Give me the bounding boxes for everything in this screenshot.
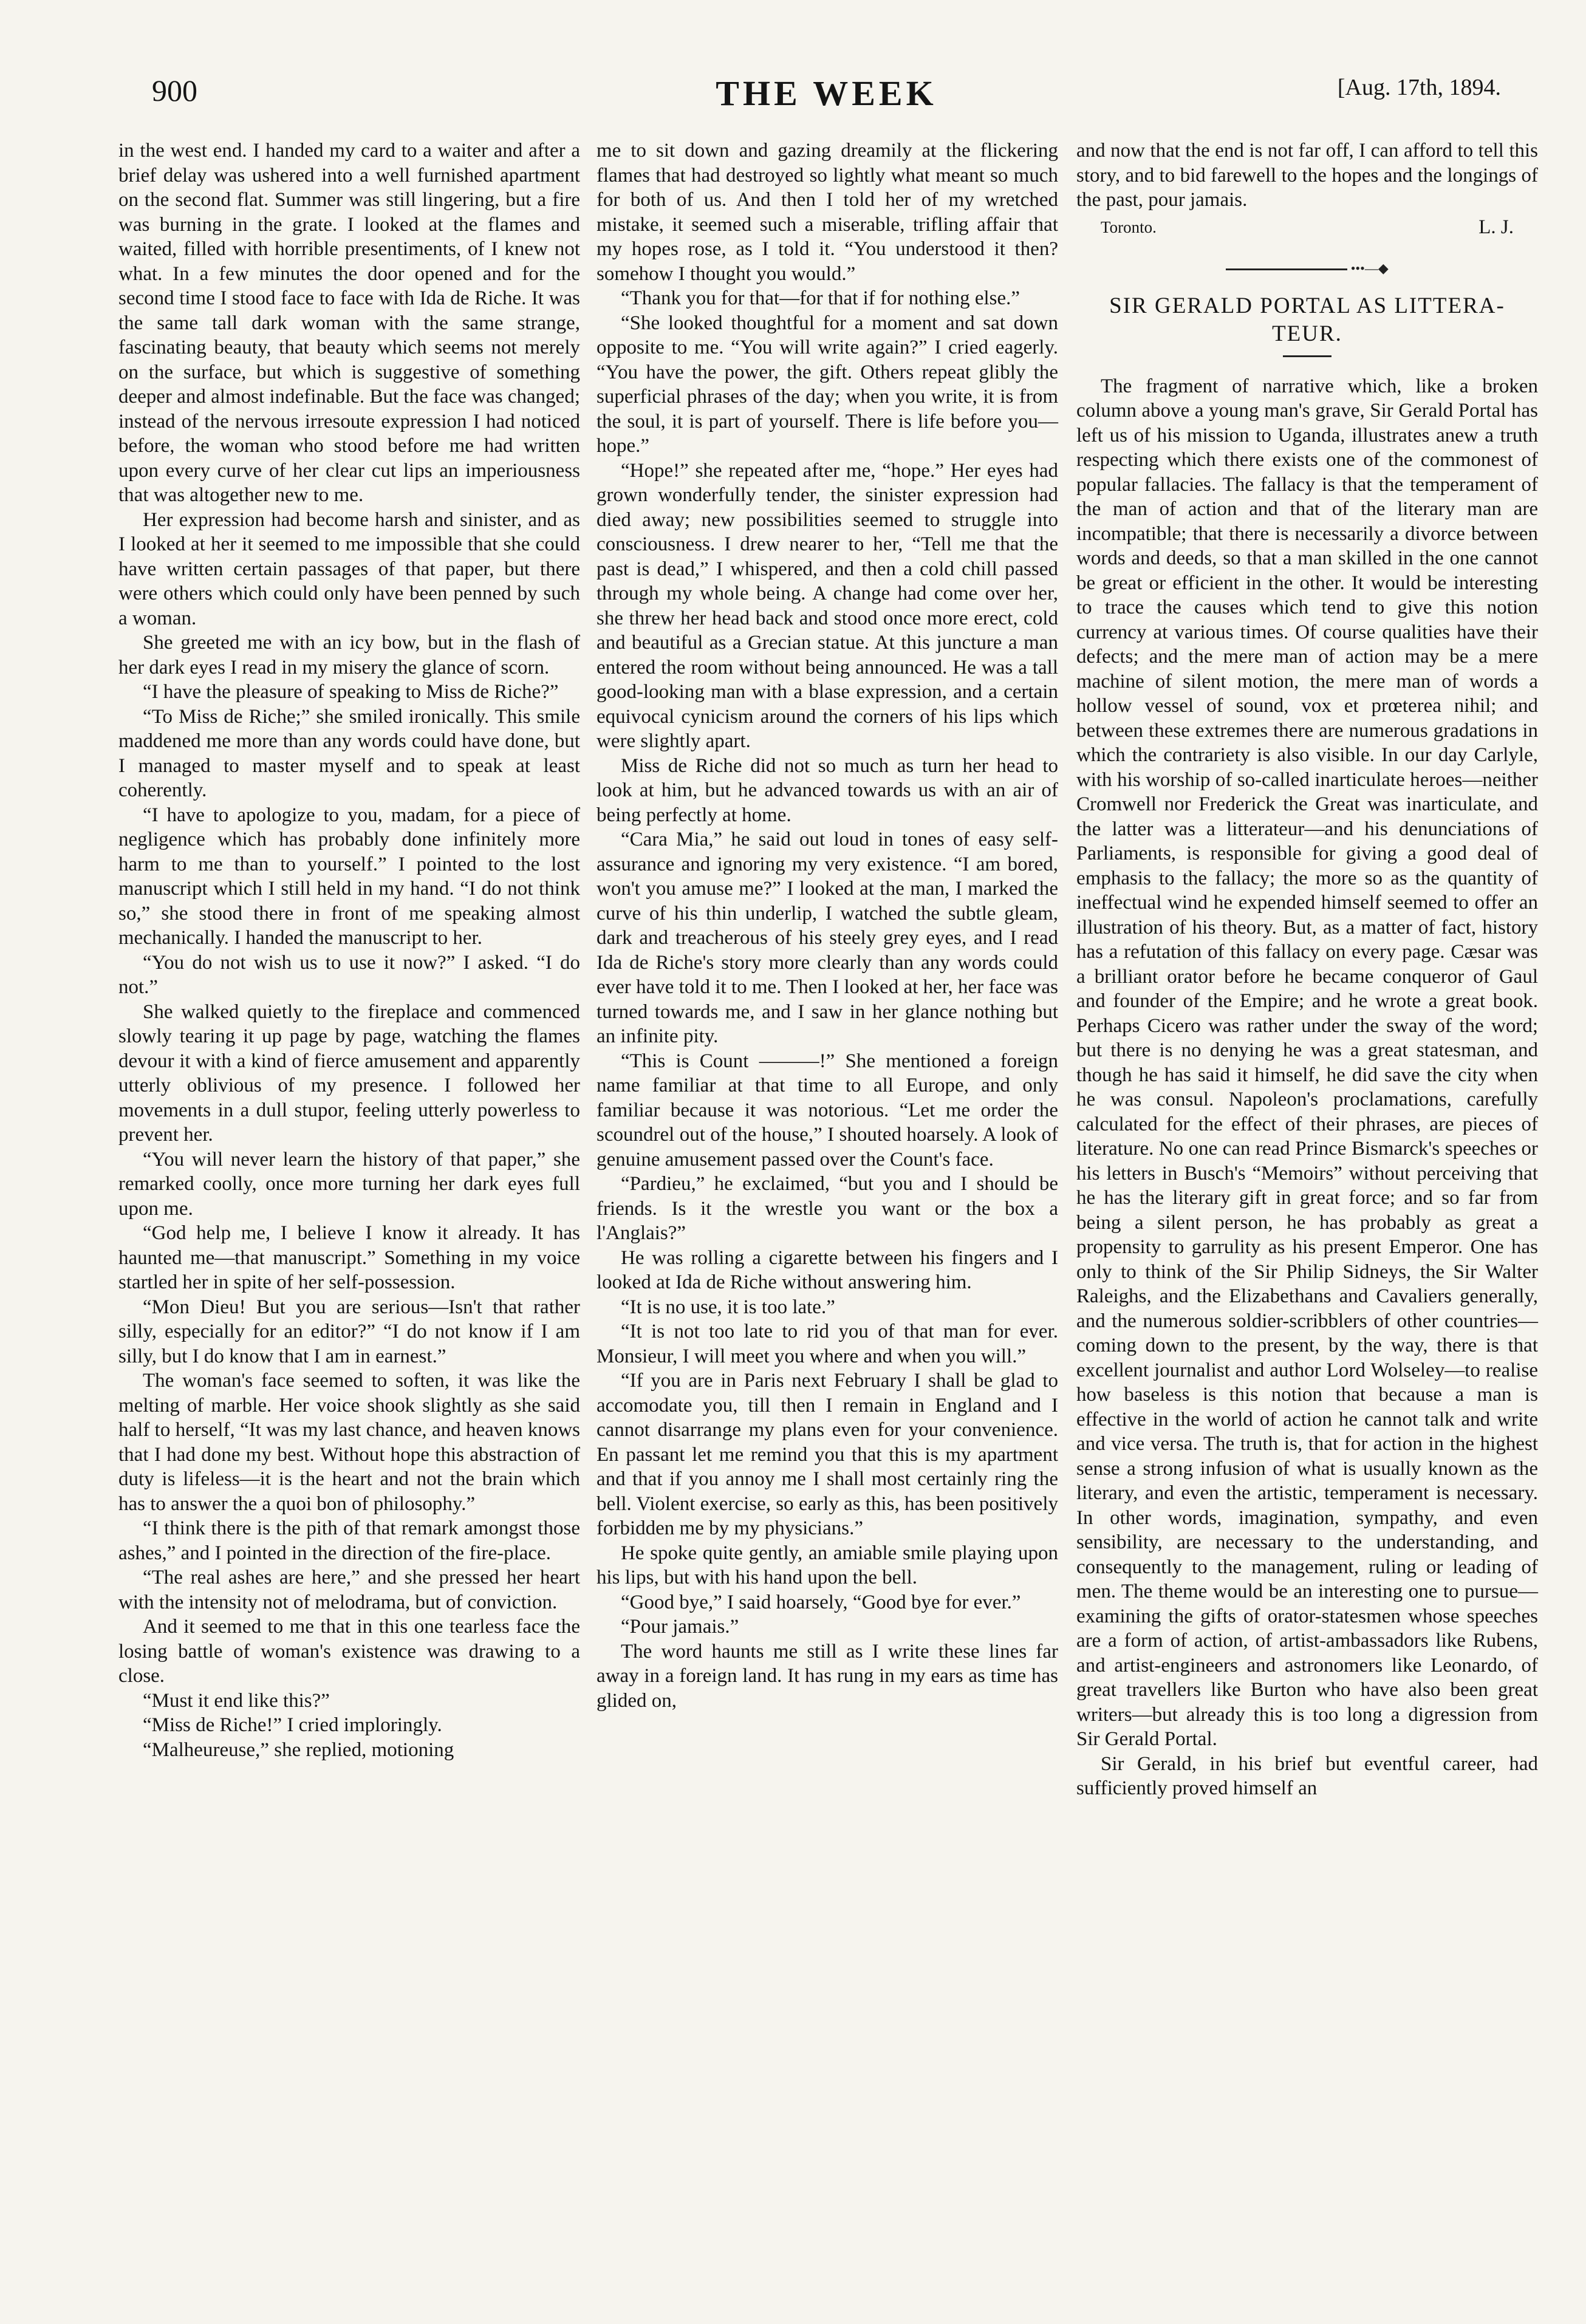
paragraph: “God help me, I believe I know it already. It has haunted me—that manuscript.” Something in my voice startled her in spite of her self-possession. <box>118 1222 580 1293</box>
paragraph: “It is not too late to rid you of that man for ever. Monsieur, I will meet you where and when you will.” <box>596 1321 1058 1367</box>
issue-date: [Aug. 17th, 1894. <box>1337 75 1501 100</box>
article-title-line-2: TEUR. <box>1272 321 1342 346</box>
paragraph: “Good bye,” I said hoarsely, “Good bye for ever.” <box>621 1591 1021 1613</box>
paragraph: “Malheureuse,” she replied, motioning <box>143 1738 454 1761</box>
column-3 <box>1076 138 1538 1801</box>
paragraph: in the west end. I handed my card to a waiter and after a brief delay was ushered into a well furnished apartment on the second flat. Summer was still lingering, but a fire was burning in the grate. I looked at the flames and waited, filled with horrible presentiments, of I knew not what. In a few minutes the door opened and for the second time I stood face to face with Ida de Riche. It was the same tall dark woman with the same strange, fascinating beauty, that beauty which seems not merely on the surface, but which is suggestive of something deeper and almost indefinable. But the face was changed; instead of the nervous irresoute expression I had noticed before, the woman who stood before me had written upon every curve of her clear cut lips an imperiousness that was altogether new to me. <box>118 140 580 506</box>
paragraph: “Thank you for that—for that if for nothing else.” <box>621 287 1020 309</box>
column-1 <box>118 138 580 1762</box>
signature-initials: L. J. <box>1478 216 1514 238</box>
paragraph: She greeted me with an icy bow, but in the flash of her dark eyes I read in my misery the glance of scorn. <box>118 632 580 678</box>
paragraph: “Pour jamais.” <box>621 1616 739 1638</box>
section-ornament <box>1076 256 1538 281</box>
story-signature <box>1076 215 1538 240</box>
paragraph: “Miss de Riche!” I cried imploringly. <box>143 1714 442 1736</box>
paragraph: Her expression had become harsh and sinister, and as I looked at her it seemed to me impossible that she could have written certain passages of that paper, but there were others which could only have been penned by such a woman. <box>118 508 580 629</box>
paragraph: “To Miss de Riche;” she smiled ironically. This smile maddened me more than any words could have done, but I managed to master myself and to speak at least coherently. <box>118 705 580 801</box>
paragraph: “This is Count ———!” She mentioned a foreign name familiar at that time to all Europe, and only familiar because it was notorious. “Let me order the scoundrel out of the house,” I shouted hoarsely. A look of genuine amusement passed over the Count's face. <box>596 1050 1058 1171</box>
ornament-glyph: •••—◆ <box>1350 261 1389 276</box>
page-header <box>152 73 1501 121</box>
page-number: 900 <box>152 73 197 108</box>
paragraph: “You do not wish us to use it now?” I asked. “I do not.” <box>118 951 580 998</box>
paragraph: “If you are in Paris next February I shall be glad to accomodate you, till then I remain in England and I cannot disarrange my plans even for your convenience. En passant let me remind you that this is my apartment and that if you annoy me I shall most certainly ring the bell. Violent exercise, so early as this, has been positively forbidden me by my physicians.” <box>596 1370 1058 1539</box>
paragraph: The fragment of narrative which, like a broken column above a young man's grave, Sir Gerald Portal has left us of his mission to Uganda, illustrates anew a truth respecting which there exists one of the commonest of popular fallacies. The fallacy is that the temperament of the man of action and that of the literary man are incompatible; that there is necessarily a divorce between words and deeds, so that a man skilled in the one cannot be great or efficient in the other. It would be interesting to trace the causes which tend to give this notion currency at various times. Of course qualities have their defects; and the mere man of action may be a mere machine of silent motion, the mere man of words a hollow vessel of sound, vox et prœterea nihil; and between these extremes there are numerous gradations in which the contrariety is also visible. In our day Carlyle, with his worship of so-called inarticulate heroes—neither Cromwell nor Frederick the Great was inarticulate, and the latter was a litterateur—and his denunciations of Parliaments, is responsible for giving a good deal of emphasis to the fallacy; the more so as the quantity of ineffectual wind he expended himself seemed to offer an illustration of his theory. But, as a matter of fact, history has a refutation of this fallacy on every page. Cæsar was a brilliant orator before he became conqueror of Gaul and founder of the Empire; and he wrote a great book. Perhaps Cicero was rather under the sway of the word; but there is no denying he was a great statesman, and though he has said it himself, he did save the city when he was consul. Napoleon's proclamations, carefully calculated for the effect of their phrases, are pieces of literature. No one can read Prince Bismarck's speeches or his letters in Busch's “Memoirs” without perceiving that he has the literary gift in great force; and so far from being a silent person, he has probably as great a propensity to garrulity as his present Emperor. One has only to think of the Sir Philip Sidneys, the Sir Walter Raleighs, and the Elizabethans and Cavaliers generally, and the numerous soldier-scribblers of other countries—coming down to the present, by the way, there is that excellent journalist and author Lord Wolseley—to realise how baseless is this notion that because a man is effective in the world of action he cannot talk and write and vice versa. The truth is, that for action in the highest sense a strong infusion of what is usually known as the literary, and even the artistic, temperament is necessary. In other words, imagination, sympathy, and even sensibility, are necessary to the understanding, and consequently to the management, ruling or leading of men. The theme would be an interesting one to pursue—examining the gifts of orator-statesmen whose speeches are a form of action, of artist-ambassadors like Rubens, and artist-engineers and astronomers like Leonardo, of great travellers like Burton who have also been great writers—but already this is too long a digression from Sir Gerald Portal. <box>1076 375 1538 1750</box>
signature-place: Toronto. <box>1101 217 1157 236</box>
paragraph: The word haunts me still as I write these lines far away in a foreign land. It has rung in my ears as time has glided on, <box>596 1640 1058 1712</box>
paragraph: “You will never learn the history of that paper,” she remarked coolly, once more turning her dark eyes full upon me. <box>118 1148 580 1220</box>
paragraph: me to sit down and gazing dreamily at the flickering flames that had destroyed so lightly what meant so much for both of us. And then I told her of my wretched mistake, it seemed such a miserable, trifling affair that my hopes rose, as I told it. “You understood it then? somehow I thought you would.” <box>596 140 1058 285</box>
paragraph: He was rolling a cigarette between his fingers and I looked at Ida de Riche without answering him. <box>596 1246 1058 1293</box>
publication-title: THE WEEK <box>716 73 937 113</box>
ornament-rule <box>1226 268 1347 270</box>
paragraph: “I have the pleasure of speaking to Miss de Riche?” <box>143 681 559 703</box>
column-2 <box>596 138 1058 1713</box>
story-ending: and now that the end is not far off, I can afford to tell this story, and to bid farewell to the hopes and the longings of the past, pour jamais. <box>1076 140 1538 211</box>
article-title <box>1076 292 1538 348</box>
paragraph: “Must it end like this?” <box>143 1689 330 1712</box>
paragraph: “I have to apologize to you, madam, for a piece of negligence which has probably done infinitely more harm to me than to yourself.” I pointed to the lost manuscript which I still held in my hand. “I do not think so,” she stood there in front of me speaking almost mechanically. I handed the manuscript to her. <box>118 804 580 949</box>
paragraph: Sir Gerald, in his brief but eventful career, had sufficiently proved himself an <box>1076 1752 1538 1799</box>
paragraph: “Hope!” she repeated after me, “hope.” Her eyes had grown wonderfully tender, the sinister expression had died away; new possibilities seemed to struggle into consciousness. I drew nearer to her, “Tell me that the past is dead,” I whispered, and then a cold chill passed through my whole being. A change had come over her, she threw her head back and stood once more erect, cold and beautiful as a Grecian statue. At this juncture a man entered the room without being announced. He was a tall good-looking man with a blase expression, and a certain equivocal cynicism around the corners of his lips which were slightly apart. <box>596 459 1058 752</box>
paragraph: Miss de Riche did not so much as turn her head to look at him, but he advanced towards us with an air of being perfectly at home. <box>596 754 1058 826</box>
paragraph: The woman's face seemed to soften, it was like the melting of marble. Her voice shook slightly as she said half to herself, “It was my last chance, and heaven knows that I had done my best. Without hope this abstraction of duty is lifeless—it is the heart and not the brain which has to answer the a quoi bon of philosophy.” <box>118 1370 580 1515</box>
paragraph: And it seemed to me that in this one tearless face the losing battle of woman's existence was drawing to a close. <box>118 1616 580 1687</box>
title-rule <box>1283 355 1331 357</box>
paragraph: She walked quietly to the fireplace and commenced slowly tearing it up page by page, watching the flames devour it with a kind of fierce amusement and apparently utterly oblivious of my presence. I followed her movements in a dull stupor, feeling utterly powerless to prevent her. <box>118 1000 580 1146</box>
paragraph: He spoke quite gently, an amiable smile playing upon his lips, but with his hand upon the bell. <box>596 1542 1058 1588</box>
paragraph: “Cara Mia,” he said out loud in tones of easy self-assurance and ignoring my very existence. “I am bored, won't you amuse me?” I looked at the man, I marked the curve of his thin underlip, I watched the subtle gleam, dark and treacherous of his steely grey eyes, and I read Ida de Riche's story more clearly than any words could ever have told it to me. Then I looked at her, her face was turned towards me, and I saw in her glance nothing but an infinite pity. <box>596 829 1058 1047</box>
paragraph: “She looked thoughtful for a moment and sat down opposite to me. “You will write again?” I cried eagerly. “You have the power, the gift. Others repeat glibly the superficial phrases of the day; when you write, it is from the soul, it is part of yourself. There is life before you—hope.” <box>596 312 1058 457</box>
paragraph: “Mon Dieu! But you are serious—Isn't that rather silly, especially for an editor?” “I do not know if I am silly, but I do know that I am in earnest.” <box>118 1296 580 1367</box>
paragraph: “It is no use, it is too late.” <box>621 1296 835 1318</box>
paragraph: “The real ashes are here,” and she pressed her heart with the intensity not of melodrama, but of conviction. <box>118 1567 580 1613</box>
paragraph: “I think there is the pith of that remark amongst those ashes,” and I pointed in the direction of the fire-place. <box>118 1517 580 1564</box>
article-title-line-1: SIR GERALD PORTAL AS LITTERA- <box>1109 293 1505 318</box>
paragraph: “Pardieu,” he exclaimed, “but you and I should be friends. Is it the wrestle you want or the box a l'Anglais?” <box>596 1173 1058 1244</box>
